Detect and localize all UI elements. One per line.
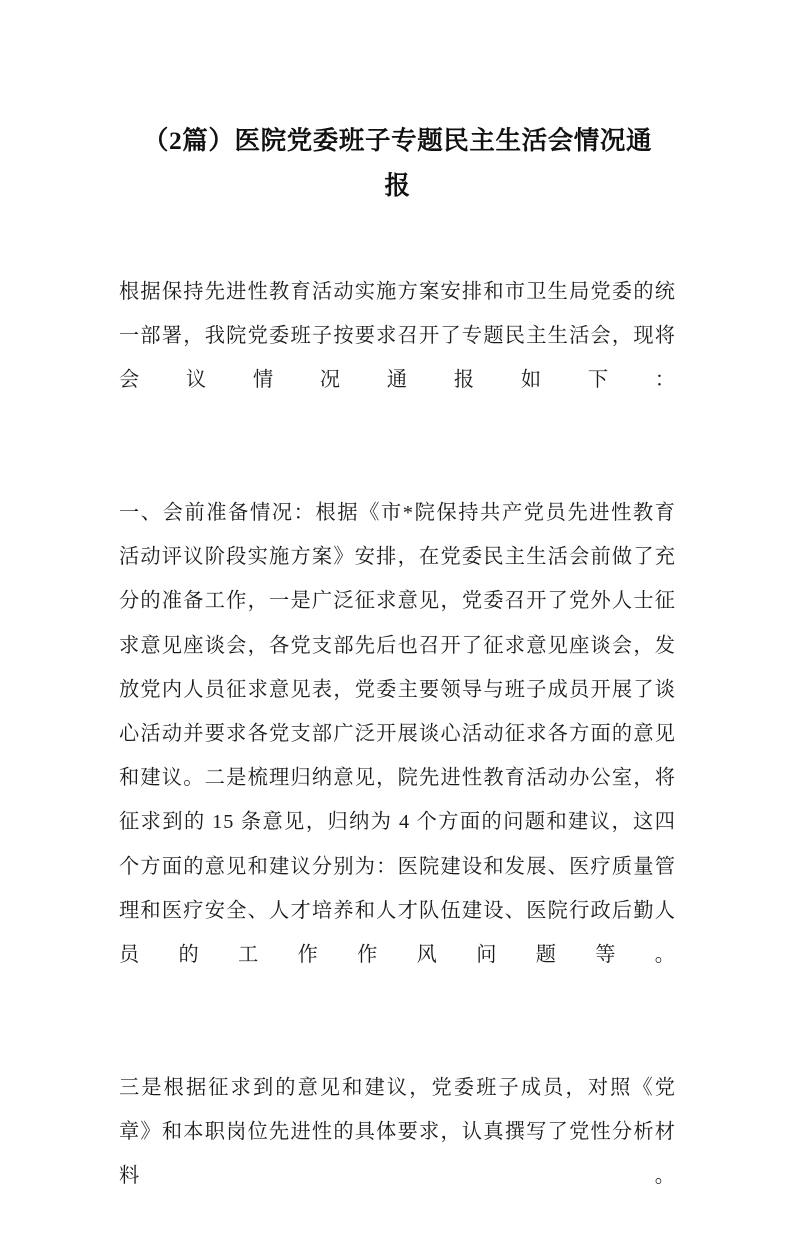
paragraph-section-one-preparation: 一、会前准备情况：根据《市*院保持共产党员先进性教育活动评议阶段实施方案》安排，在党委民主生活会前做了充分的准备工作，一是广泛征求意见，党委召开了党外人士征求意见座谈会，各党支部先后也召开了征求意见座谈会，发放党内人员征求意见表，党委主要领导与班子成员开展了谈心活动并要求各党支部广泛开展谈心活动征求各方面的意见和建议。二是梳理归纳意见，院先进性教育活动办公室，将征求到的 15 条意见，归纳为 4 个方面的问题和建议，这四个方面的意见和建议分别为：医院建设和发展、医疗质量管理和医疗安全、人才培养和人才队伍建设、医院行政后勤人员的工作作风问题等。: [119, 502, 676, 967]
paragraph-item-three-analysis: 三是根据征求到的意见和建议，党委班子成员，对照《党章》和本职岗位先进性的具体要求，认真撰写了党性分析材料。: [119, 1076, 676, 1188]
page-title: [119, 118, 676, 208]
page-title-line-1: （2篇）医院党委班子专题民主生活会情况: [142, 126, 627, 155]
document-body: [119, 118, 676, 1242]
title-body-spacer: [119, 208, 676, 270]
page-title-line-2: 通报: [384, 126, 653, 200]
paragraph-intro: 根据保持先进性教育活动实施方案安排和市卫生局党委的统一部署，我院党委班子按要求召开了专题民主生活会，现将会议情况通报如下：: [119, 281, 676, 392]
